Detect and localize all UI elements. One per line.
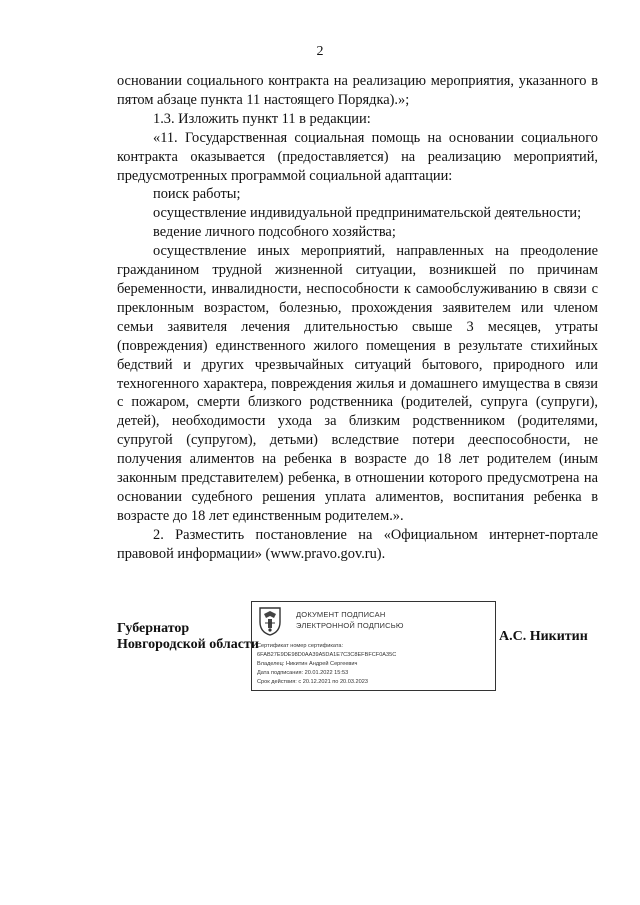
document-body	[117, 72, 598, 564]
stamp-title-line1: ДОКУМЕНТ ПОДПИСАН	[296, 610, 386, 619]
signatory-name: А.С. Никитин	[499, 629, 588, 644]
stamp-title-line2: ЭЛЕКТРОННОЙ ПОДПИСЬЮ	[296, 621, 404, 630]
paragraph-point-11: «11. Государственная социальная помощь на основании социального контракта оказывается (предоставляется) на реализацию мероприятий, предусмотренных программой социальной адаптации:	[117, 129, 598, 184]
paragraph-1-3: 1.3. Изложить пункт 11 в редакции:	[153, 110, 371, 127]
list-item-entrepreneurship: осуществление индивидуальной предпринимательской деятельности;	[153, 205, 582, 222]
stamp-validity: Срок действия: с 20.12.2021 по 20.03.2023	[257, 679, 368, 685]
signatory-region: Новгородской области	[117, 637, 259, 652]
coat-of-arms-icon	[258, 606, 282, 636]
list-item-household: ведение личного подсобного хозяйства;	[153, 224, 396, 241]
stamp-owner: Владелец: Никитин Андрей Сергеевич	[257, 661, 358, 667]
signatory-position	[117, 621, 259, 653]
stamp-cert-label: Сертификат номер сертификата:	[257, 643, 344, 649]
list-item-other-measures: осуществление иных мероприятий, направленных на преодоление гражданином трудной жизненной ситуации, возникшей по причинам беременности, инвалидности, неспособности к самообслуживанию в связи с преклонным возрастом, болезнью, прохождения заявителем или членом семьи заявителя лечения длительностью свыше 3 месяцев, утраты (повреждения) единственного жилого помещения в результате стихийных бедствий и других чрезвычайных ситуаций бытового, природного или техногенного характера, повреждения жилья и домашнего имущества в связи с пожаром, смерти близкого родственника (родителей, супруга (супруги), детей), необходимости ухода за близким родственником (родителями, супругой (супругом), детьми) вследствие потери дееспособности, не получения алиментов на ребенка в возрасте до 18 лет родителем (иным законным представителем) ребенка, в отношении которого предусмотрена на основании судебного решения уплата алиментов, воспитания ребенка в возрасте до 18 лет единственным родителем.».	[117, 243, 598, 524]
paragraph-2: 2. Разместить постановление на «Официальном интернет-портале правовой информации» (www.pravo.gov.ru).	[117, 526, 598, 562]
stamp-cert-number: 6FAB27E9DE98D0AA39A5DA1E7C3C8EFBFCF0A35C	[257, 652, 397, 658]
stamp-signed-date: Дата подписания: 20.01.2022 15:53	[257, 670, 349, 676]
list-item-job-search: поиск работы;	[153, 186, 241, 203]
page-number: 2	[316, 44, 324, 59]
signatory-title: Губернатор	[117, 621, 190, 636]
electronic-signature-stamp	[251, 601, 496, 691]
paragraph-continuation: основании социального контракта на реализацию мероприятия, указанного в пятом абзаце пункта 11 настоящего Порядка).»;	[117, 73, 598, 108]
